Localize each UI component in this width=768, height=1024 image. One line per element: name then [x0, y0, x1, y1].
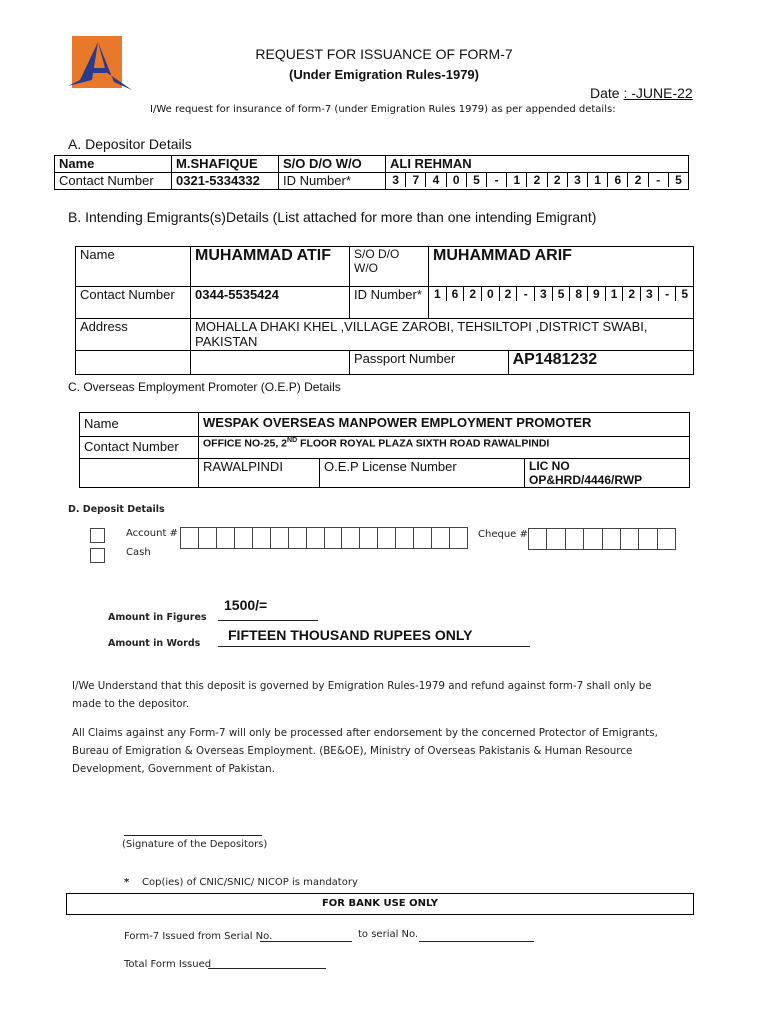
date-label: Date [590, 85, 620, 101]
company-logo [62, 36, 136, 94]
oep-table [79, 412, 690, 488]
intro-text: I/We request for insurance of form-7 (under Emigration Rules 1979) as per appended details: [150, 104, 616, 115]
date-value: : -JUNE-22 [623, 85, 693, 101]
id-digit: - [658, 287, 676, 301]
form-subtitle: (Under Emigration Rules-1979) [289, 67, 479, 82]
terms-paragraph-2: All Claims against any Form-7 will only be processed after endorsement by the concerned Protector of Emigrants, Bureau of Emigration & Overseas Employment. (BE&OE), Ministry of Overseas Pakistanis & Human Resource Development, Government of Pakistan. [72, 727, 658, 775]
amount-figures-line [218, 620, 318, 621]
id-digit: - [516, 287, 534, 301]
depositor-contact-label: Contact Number [55, 173, 172, 190]
account-label: Account # [126, 528, 178, 539]
oep-contact-suffix: FLOOR ROYAL PLAZA SIXTH ROAD RAWALPINDI [297, 437, 550, 450]
bank-use-heading: FOR BANK USE ONLY [66, 893, 694, 915]
serial-to-label: to serial No. [358, 929, 419, 940]
oep-contact-label: Contact Number [80, 437, 199, 459]
amount-words-line [218, 646, 530, 647]
id-digit: 0 [446, 173, 466, 187]
id-digit: 1 [506, 173, 526, 187]
emigrant-relation-value: MUHAMMAD ARIF [429, 247, 694, 287]
emigrant-address-label: Address [76, 319, 191, 351]
depositor-name-value: M.SHAFIQUE [172, 156, 279, 173]
total-issued-label: Total Form Issued [124, 959, 212, 970]
cnic-note: Cop(ies) of CNIC/SNIC/ NICOP is mandatory [142, 877, 358, 888]
emigrant-name-value: MUHAMMAD ATIF [191, 247, 350, 287]
section-a-heading: A. Depositor Details [68, 136, 192, 152]
id-digit: 3 [534, 287, 552, 301]
emigrant-id-digits [429, 287, 693, 301]
id-digit: - [648, 173, 668, 187]
serial-to-field[interactable] [419, 941, 534, 942]
amount-words-label: Amount in Words [108, 638, 201, 649]
emigrant-contact-label: Contact Number [76, 287, 191, 319]
id-digit: 4 [425, 173, 445, 187]
terms-paragraph-1: I/We Understand that this deposit is governed by Emigration Rules-1979 and refund against form-7 shall only be made to the depositor. [72, 680, 652, 710]
id-digit: 9 [587, 287, 605, 301]
emigrant-address-value: MOHALLA DHAKI KHEL ,VILLAGE ZAROBI, TEHSILTOPI ,DISTRICT SWABI, PAKISTAN [191, 319, 694, 351]
serial-from-field[interactable] [260, 941, 352, 942]
id-digit: 7 [405, 173, 425, 187]
id-digit: 1 [587, 173, 607, 187]
id-digit: 2 [499, 287, 517, 301]
emigrant-table [75, 246, 694, 375]
id-digit: - [486, 173, 506, 187]
depositor-id-digits [386, 173, 688, 187]
id-digit: 2 [463, 287, 481, 301]
oep-city: RAWALPINDI [199, 459, 320, 488]
depositor-table [54, 155, 689, 190]
emigrant-id-label: ID Number* [350, 287, 429, 319]
amount-figures-value: 1500/= [224, 597, 268, 613]
id-digit: 0 [481, 287, 499, 301]
serial-from-label: Form-7 Issued from Serial No. [124, 931, 273, 942]
passport-label: Passport Number [350, 351, 509, 375]
signature-label: (Signature of the Depositors) [122, 839, 268, 850]
oep-license-label: O.E.P License Number [320, 459, 525, 488]
id-digit: 5 [552, 287, 570, 301]
form-title: REQUEST FOR ISSUANCE OF FORM-7 [255, 46, 513, 62]
oep-contact-prefix: OFFICE NO-25, 2 [203, 437, 288, 450]
note-bullet: * [124, 877, 130, 888]
id-digit: 2 [526, 173, 546, 187]
depositor-relation-label: S/O D/O W/O [279, 156, 386, 173]
id-digit: 5 [668, 173, 688, 187]
section-b-heading: B. Intending Emigrants(s)Details (List attached for more than one intending Emigrant) [68, 209, 597, 225]
id-digit: 1 [605, 287, 623, 301]
cash-checkbox[interactable] [90, 548, 105, 563]
id-digit: 3 [640, 287, 658, 301]
id-digit: 6 [607, 173, 627, 187]
signature-line [124, 835, 262, 836]
emigrant-relation-label: S/O D/O W/O [350, 247, 429, 287]
id-digit: 2 [622, 287, 640, 301]
id-digit: 3 [567, 173, 587, 187]
depositor-name-label: Name [55, 156, 172, 173]
total-issued-field[interactable] [208, 968, 326, 969]
account-checkbox[interactable] [90, 528, 105, 543]
id-digit: 1 [433, 287, 441, 301]
passport-value: AP1481232 [508, 351, 693, 375]
id-digit: 5 [675, 287, 693, 301]
section-d-heading: D. Deposit Details [68, 504, 165, 515]
depositor-contact-value: 0321-5334332 [172, 173, 279, 190]
account-number-boxes[interactable] [180, 527, 468, 549]
depositor-id-label: ID Number* [279, 173, 386, 190]
id-digit: 2 [547, 173, 567, 187]
oep-name-label: Name [80, 413, 199, 437]
id-digit: 3 [392, 173, 399, 187]
cheque-label: Cheque # [478, 529, 528, 540]
id-digit: 2 [627, 173, 647, 187]
oep-contact-sup: ND [287, 437, 298, 444]
amount-words-value: FIFTEEN THOUSAND RUPEES ONLY [228, 627, 473, 643]
amount-figures-label: Amount in Figures [108, 612, 207, 623]
depositor-relation-value: ALI REHMAN [386, 156, 689, 173]
section-c-heading: C. Overseas Employment Promoter (O.E.P) Details [68, 380, 341, 394]
oep-contact-value [199, 437, 690, 459]
id-digit: 8 [569, 287, 587, 301]
cash-label: Cash [126, 547, 151, 558]
emigrant-contact-value: 0344-5535424 [191, 287, 350, 319]
emigrant-name-label: Name [76, 247, 191, 287]
oep-license-value: LIC NO OP&HRD/4446/RWP [525, 459, 690, 488]
date-field [590, 85, 693, 101]
id-digit: 6 [446, 287, 464, 301]
oep-name-value: WESPAK OVERSEAS MANPOWER EMPLOYMENT PROMOTER [199, 413, 690, 437]
cheque-number-boxes[interactable] [528, 528, 676, 550]
id-digit: 5 [466, 173, 486, 187]
